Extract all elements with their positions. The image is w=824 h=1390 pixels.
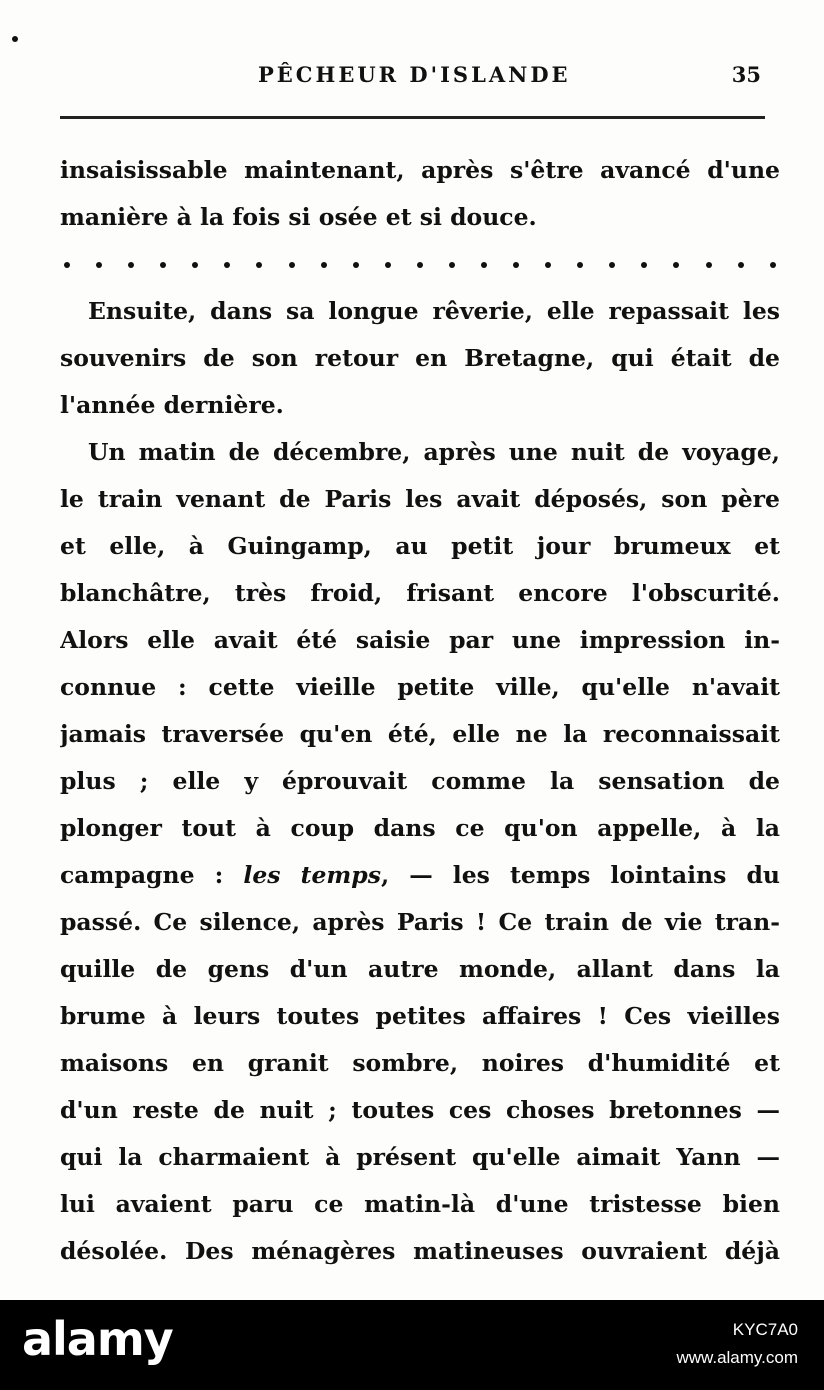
text-segment: , — les temps lointains du xyxy=(380,861,780,889)
text-line: plonger tout à coup dans ce qu'on appelle, à la xyxy=(60,814,780,842)
margin-speck xyxy=(12,36,18,42)
text-line: brume à leurs toutes petites affaires ! Ces vieilles xyxy=(60,1002,780,1030)
header-rule xyxy=(60,116,765,119)
site-url: www.alamy.com xyxy=(676,1348,798,1367)
running-head xyxy=(60,58,765,94)
running-title: PÊCHEUR D'ISLANDE xyxy=(258,62,571,87)
text-line: Alors elle avait été saisie par une impression in- xyxy=(60,626,780,654)
italic-phrase: les temps xyxy=(243,861,381,889)
body-text xyxy=(60,147,780,1275)
page-number: 35 xyxy=(731,62,761,87)
text-line: manière à la fois si osée et si douce. xyxy=(60,203,537,231)
alamy-logo: alamy xyxy=(22,1312,173,1366)
text-line: Un matin de décembre, après une nuit de voyage, xyxy=(88,438,780,466)
image-id: KYC7A0 xyxy=(732,1320,798,1339)
ellipsis-dot-row xyxy=(60,241,780,288)
text-line: passé. Ce silence, après Paris ! Ce train de vie tran- xyxy=(60,908,780,936)
text-line: jamais traversée qu'en été, elle ne la reconnaissait xyxy=(60,720,780,748)
text-line: l'année dernière. xyxy=(60,391,284,419)
text-line: qui la charmaient à présent qu'elle aimait Yann — xyxy=(60,1143,780,1171)
text-line: quille de gens d'un autre monde, allant dans la xyxy=(60,955,780,983)
text-line: désolée. Des ménagères matineuses ouvraient déjà xyxy=(60,1237,780,1265)
text-line: connue : cette vieille petite ville, qu'elle n'avait xyxy=(60,673,780,701)
text-line: le train venant de Paris les avait déposés, son père xyxy=(60,485,780,513)
text-line: lui avaient paru ce matin-là d'une tristesse bien xyxy=(60,1190,780,1218)
watermark-banner xyxy=(0,1300,824,1390)
text-line: souvenirs de son retour en Bretagne, qui était de xyxy=(60,344,780,372)
text-line: insaisissable maintenant, après s'être avancé d'une xyxy=(60,156,780,184)
text-line: d'un reste de nuit ; toutes ces choses bretonnes — xyxy=(60,1096,780,1124)
text-line: maisons en granit sombre, noires d'humidité et xyxy=(60,1049,780,1077)
text-segment: campagne : xyxy=(60,861,244,889)
text-line-mixed xyxy=(60,852,780,899)
text-line: plus ; elle y éprouvait comme la sensation de xyxy=(60,767,780,795)
text-line: et elle, à Guingamp, au petit jour brumeux et xyxy=(60,532,780,560)
text-line: blanchâtre, très froid, frisant encore l'obscurité. xyxy=(60,579,780,607)
text-line: Ensuite, dans sa longue rêverie, elle repassait les xyxy=(88,297,780,325)
